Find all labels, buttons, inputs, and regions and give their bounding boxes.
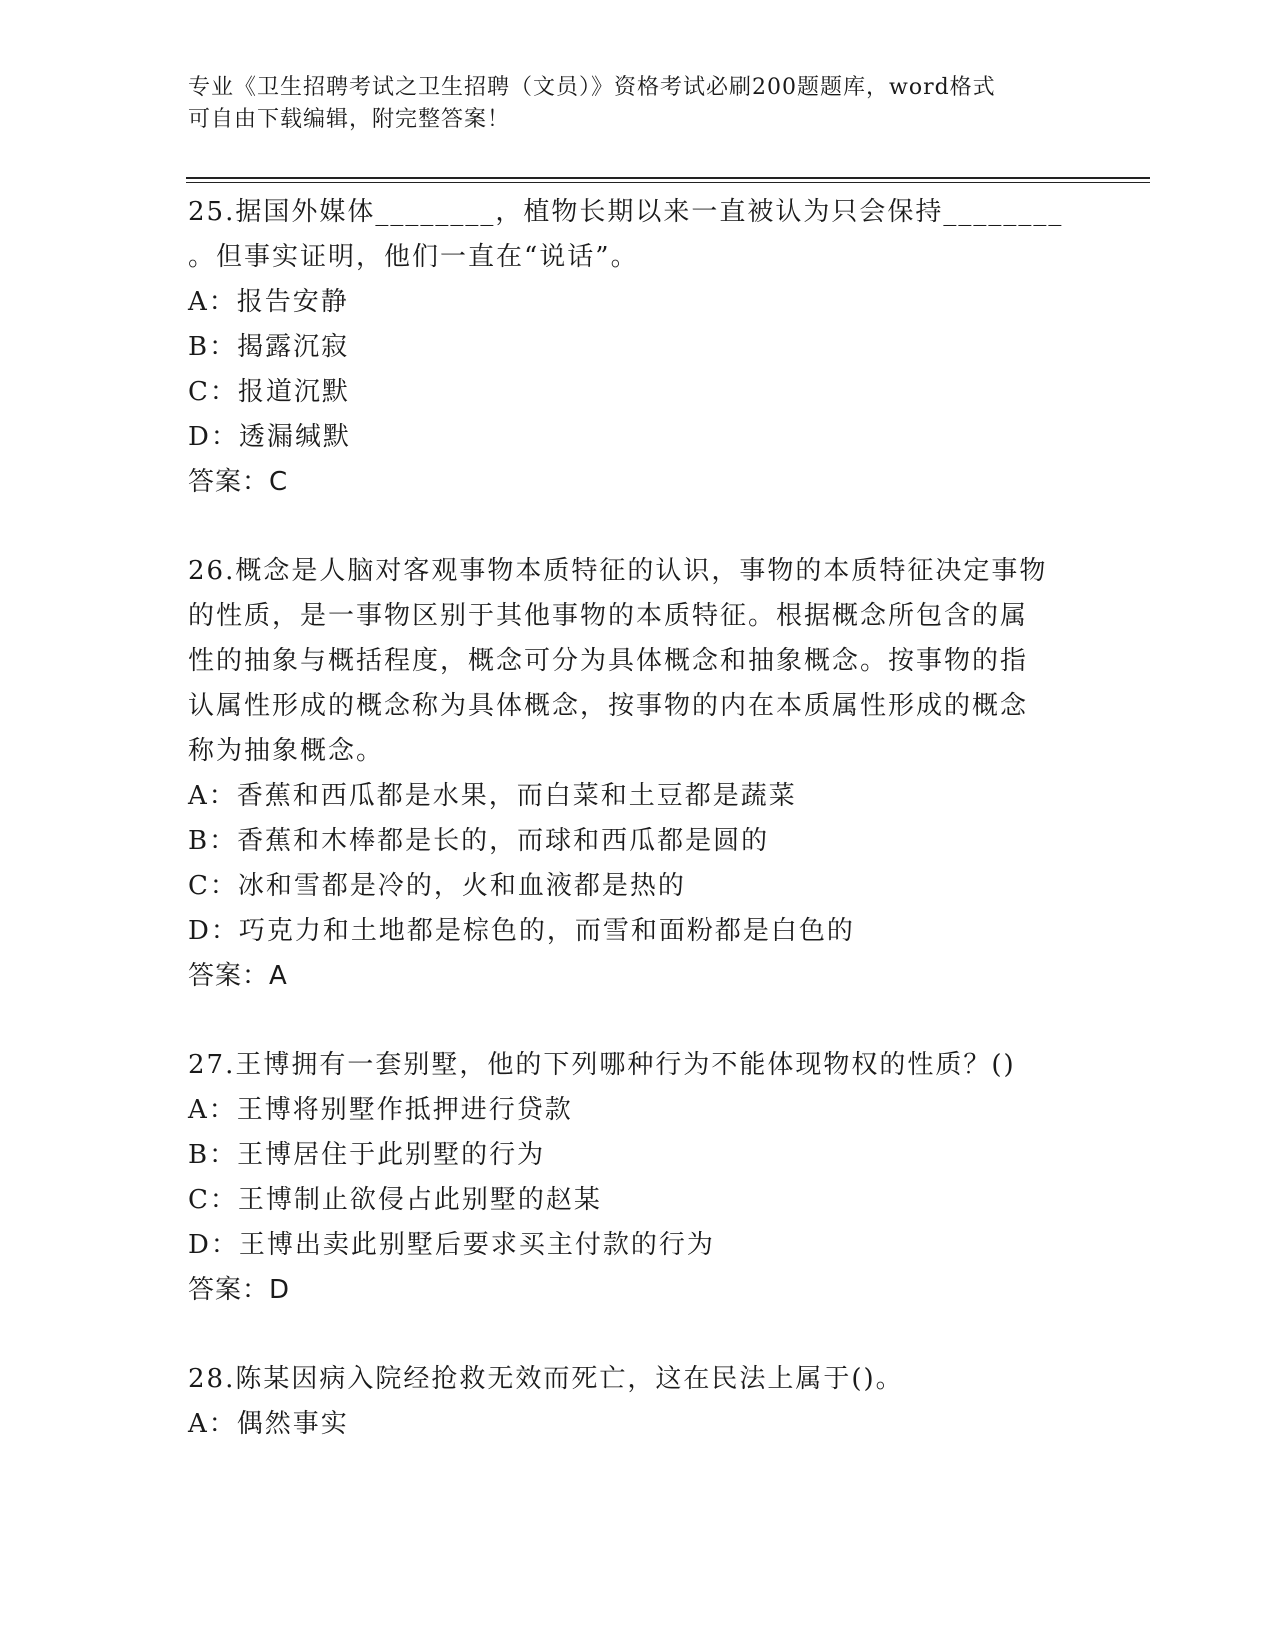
- option-d: D：王博出卖此别墅后要求买主付款的行为: [188, 1230, 715, 1260]
- header-divider-thick: [186, 177, 1150, 179]
- option-c: C：王博制止欲侵占此别墅的赵某: [188, 1185, 602, 1215]
- option-b: B：香蕉和木棒都是长的，而球和西瓜都是圆的: [188, 826, 770, 856]
- stem-line: 性的抽象与概括程度，概念可分为具体概念和抽象概念。按事物的指: [188, 646, 1029, 676]
- option-c: C：报道沉默: [188, 377, 350, 407]
- stem-line: 26.概念是人脑对客观事物本质特征的认识，事物的本质特征决定事物: [188, 556, 1048, 586]
- stem-line: 27.王博拥有一套别墅，他的下列哪种行为不能体现物权的性质？(): [188, 1050, 1016, 1080]
- option-b: B：揭露沉寂: [188, 332, 350, 362]
- question-26: [188, 549, 1088, 999]
- header-divider-thin: [186, 182, 1150, 183]
- stem-line: 称为抽象概念。: [188, 736, 385, 766]
- question-list: [188, 190, 1088, 1491]
- header-line-1: 专业《卫生招聘考试之卫生招聘（文员）》资格考试必刷200题题库，word格式: [188, 75, 996, 100]
- option-a: A：香蕉和西瓜都是水果，而白菜和土豆都是蔬菜: [188, 781, 797, 811]
- answer-line: 答案：A: [188, 961, 288, 991]
- stem-line: 的性质，是一事物区别于其他事物的本质特征。根据概念所包含的属: [188, 601, 1029, 631]
- option-b: B：王博居住于此别墅的行为: [188, 1140, 546, 1170]
- answer-line: 答案：D: [188, 1275, 291, 1305]
- option-a: A：偶然事实: [188, 1409, 349, 1439]
- stem-line: 25.据国外媒体________，植物长期以来一直被认为只会保持________: [188, 197, 1064, 227]
- question-25: [188, 190, 1088, 505]
- stem-line: 认属性形成的概念称为具体概念，按事物的内在本质属性形成的概念: [188, 691, 1029, 721]
- question-stem: [188, 1357, 1088, 1402]
- question-stem: [188, 549, 1088, 774]
- option-d: D：巧克力和土地都是棕色的，而雪和面粉都是白色的: [188, 916, 855, 946]
- stem-line: 28.陈某因病入院经抢救无效而死亡，这在民法上属于()。: [188, 1364, 904, 1394]
- question-stem: [188, 1043, 1088, 1088]
- document-header: [188, 72, 1068, 136]
- question-stem: [188, 190, 1088, 280]
- question-27: [188, 1043, 1088, 1313]
- option-d: D：透漏缄默: [188, 422, 351, 452]
- question-28: [188, 1357, 1088, 1447]
- option-c: C：冰和雪都是冷的，火和血液都是热的: [188, 871, 686, 901]
- option-a: A：王博将别墅作抵押进行贷款: [188, 1095, 573, 1125]
- answer-line: 答案：C: [188, 467, 289, 497]
- stem-line: 。但事实证明，他们一直在“说话”。: [188, 242, 639, 272]
- header-line-2: 可自由下载编辑，附完整答案！: [188, 107, 511, 132]
- option-a: A：报告安静: [188, 287, 349, 317]
